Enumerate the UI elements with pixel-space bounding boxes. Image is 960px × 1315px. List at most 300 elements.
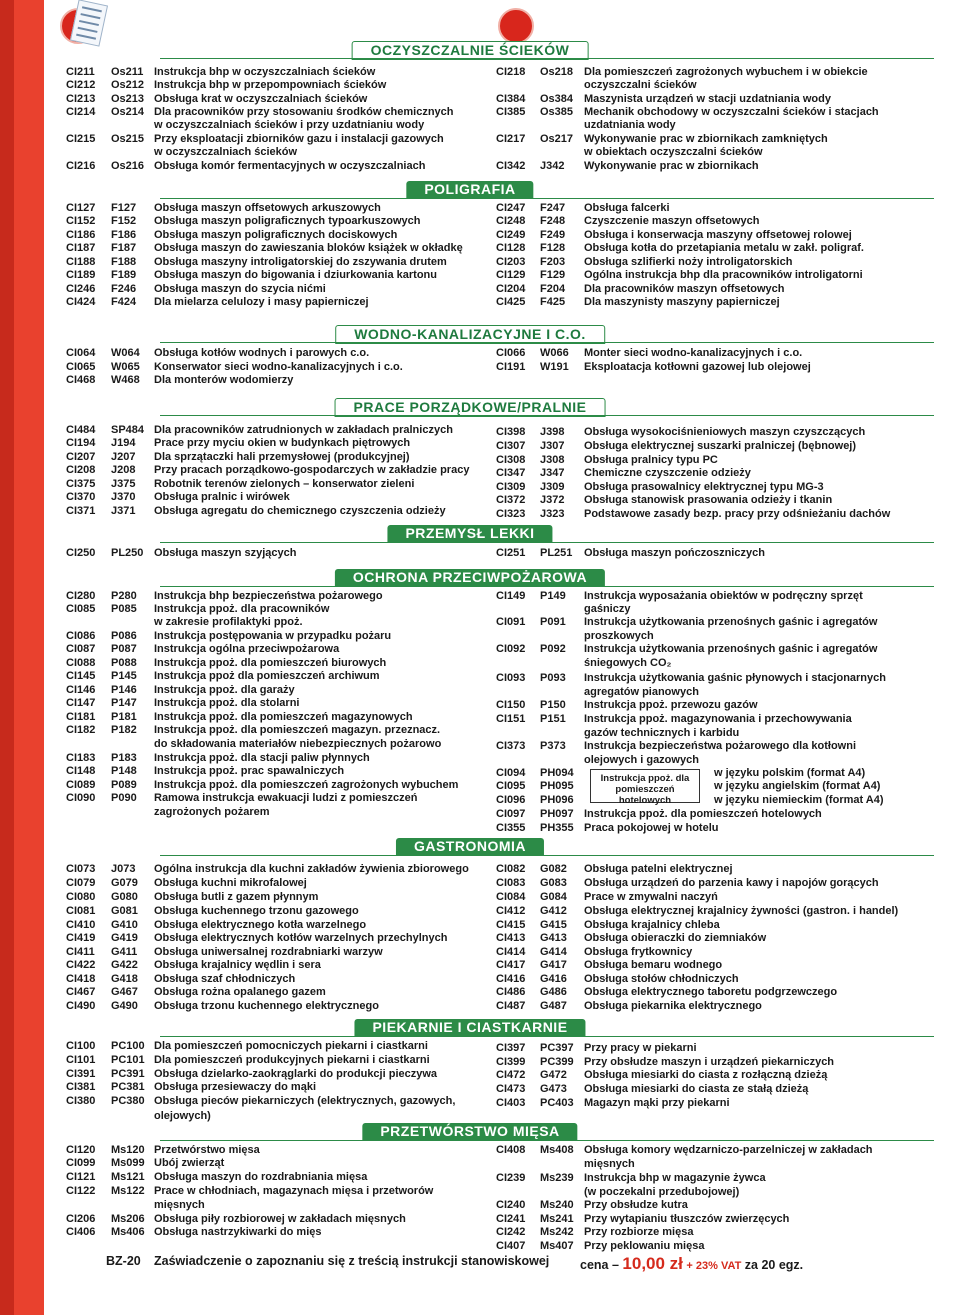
product-code: F128 [540,242,566,254]
product-code: PL250 [111,547,144,559]
product-code: W064 [111,347,140,359]
catalog-code: CI308 [496,454,526,466]
instruction-title: Prace w zmywalni naczyń [584,891,718,903]
catalog-code: CI212 [66,79,96,91]
footer-price [580,1254,803,1274]
product-code: PC100 [111,1040,145,1052]
instruction-title: Praca pokojowej w hotelu [584,822,719,834]
section-divider [160,1036,934,1037]
product-code: Os213 [111,93,145,105]
product-code: PC397 [540,1042,574,1054]
instruction-title: Podstawowe zasady bezp. pracy przy odśnieżaniu dachów [584,508,891,520]
product-code: G490 [111,1000,138,1012]
instruction-title: oczyszczalni ścieków [584,79,697,91]
certificate-logo-left [58,2,106,46]
catalog-code: CI079 [66,877,96,889]
product-code: PH097 [540,808,574,820]
product-code: J398 [540,426,565,438]
instruction-title: Obsługa kotła do przetapiania metalu w zakł. poligraf. [584,242,864,254]
product-code: P093 [540,672,566,684]
product-code: G467 [111,986,138,998]
product-code: G419 [111,932,138,944]
instruction-title: (w poczekalni przedubojowej) [584,1186,740,1198]
catalog-code: CI381 [66,1081,96,1093]
product-code: F425 [540,296,566,308]
catalog-code: CI073 [66,863,96,875]
instruction-title: Obsługa przesiewaczy do mąki [154,1081,317,1093]
catalog-code: CI128 [496,242,526,254]
catalog-code: CI082 [496,863,526,875]
instruction-title: Instrukcja bhp w magazynie żywca [584,1172,766,1184]
catalog-code: CI249 [496,229,526,241]
product-code: Os215 [111,133,145,145]
catalog-code: CI370 [66,491,96,503]
catalog-code: CI217 [496,133,526,145]
product-code: G410 [111,919,138,931]
seal-icon [498,8,534,44]
product-code: F247 [540,202,566,214]
instruction-title: Obsługa frytkownicy [584,946,693,958]
catalog-code: CI088 [66,657,96,669]
instruction-title: agregatów pianowych [584,686,699,698]
product-code: P182 [111,724,137,736]
instruction-title: Dla monterów wodomierzy [154,374,294,386]
product-code: W066 [540,347,569,359]
product-code: J207 [111,451,136,463]
instruction-title: Obsługa i konserwacja maszyny offsetowej rolowej [584,229,852,241]
instruction-title: Obsługa obieraczki do ziemniaków [584,932,767,944]
instruction-title: Obsługa wysokociśnieniowych maszyn czyszczących [584,426,866,438]
product-code: G417 [540,959,567,971]
catalog-code: CI242 [496,1226,526,1238]
catalog-code: CI182 [66,724,96,736]
product-code: W065 [111,361,140,373]
instruction-title: Instrukcja ppoż. dla pomieszczeń biurowych [154,657,387,669]
instruction-title: Obsługa miesiarki do ciasta ze stałą dzieżą [584,1083,809,1095]
price-value: 10,00 zł [622,1254,683,1273]
instruction-title: Obsługa butli z gazem płynnym [154,891,319,903]
section-divider [160,1140,934,1141]
instruction-title: Obsługa pralnicy typu PC [584,454,718,466]
product-code: P091 [540,616,566,628]
catalog-code: CI385 [496,106,526,118]
catalog-code: CI240 [496,1199,526,1211]
instruction-title: Obsługa elektrycznych kotłów warzelnych przechylnych [154,932,448,944]
product-code: J073 [111,863,136,875]
instruction-title: Dla pomieszczeń produkcyjnych piekarni i ciastkarni [154,1054,430,1066]
catalog-code: CI092 [496,643,526,655]
product-code: G473 [540,1083,567,1095]
instruction-title: Obsługa stanowisk prasowania odzieży i tkanin [584,494,833,506]
catalog-code: CI425 [496,296,526,308]
catalog-code: CI415 [496,919,526,931]
instruction-title: w języku angielskim (format A4) [714,780,881,792]
instruction-title: Instrukcja użytkowania przenośnych gaśnic i agregatów [584,616,878,628]
product-code: J208 [111,464,136,476]
document-icon [70,0,108,47]
instruction-title: Obsługa maszyn pończoszniczych [584,547,765,559]
product-code: G415 [540,919,567,931]
instruction-title: Instrukcja ppoż. dla stacji paliw płynnych [154,752,370,764]
catalog-code: CI403 [496,1097,526,1109]
catalog-code: CI148 [66,765,96,777]
section-header-mieso: PRZETWÓRSTWO MIĘSA [362,1123,577,1140]
catalog-code: CI372 [496,494,526,506]
instruction-title: Instrukcja ppoż dla pomieszczeń archiwum [154,670,380,682]
catalog-code: CI085 [66,603,96,615]
section-divider [160,855,934,856]
product-code: PH095 [540,780,574,792]
catalog-code: CI186 [66,229,96,241]
catalog-code: CI146 [66,684,96,696]
instruction-title: Obsługa elektrycznej suszarki pralniczej (bębnowej) [584,440,857,452]
catalog-code: CI251 [496,547,526,559]
instruction-title: Instrukcja postępowania w przypadku pożaru [154,630,392,642]
product-code: G411 [111,946,138,958]
catalog-code: CI418 [66,973,96,985]
section-header-piek: PIEKARNIE I CIASTKARNIE [354,1019,585,1036]
product-code: PC399 [540,1056,574,1068]
price-vat: + 23% VAT [686,1260,742,1272]
instruction-title: w języku niemieckim (format A4) [714,794,884,806]
instruction-title: Obsługa piły rozbiorowej w zakładach mięsnych [154,1213,406,1225]
product-code: PH094 [540,767,574,779]
instruction-title: Prace w chłodniach, magazynach mięsa i przetworów [154,1185,434,1197]
product-code: G487 [540,1000,567,1012]
instruction-title: Chemiczne czyszczenie odzieży [584,467,751,479]
instruction-title: Instrukcja wyposażania obiektów w podręczny sprzęt [584,590,863,602]
instruction-title: Obsługa elektrycznego taboretu podgrzewczego [584,986,838,998]
instruction-title: Obsługa maszyn do bigowania i dziurkowania kartonu [154,269,437,281]
catalog-code: CI129 [496,269,526,281]
instruction-title: olejowych) [154,1110,211,1122]
product-code: P150 [540,699,566,711]
catalog-code: CI342 [496,160,526,172]
product-code: Ms120 [111,1144,145,1156]
product-code: G486 [540,986,567,998]
instruction-title: Instrukcja ppoż. dla pomieszczeń magazynowych [154,711,413,723]
product-code: PL251 [540,547,573,559]
instruction-title: Obsługa dzielarko-zaokrąglarki do produkcji pieczywa [154,1068,438,1080]
catalog-code: CI307 [496,440,526,452]
product-code: G079 [111,877,138,889]
section-header-gastro: GASTRONOMIA [396,838,544,855]
instruction-title: Przetwórstwo mięsa [154,1144,260,1156]
instruction-title: Dla maszynisty maszyny papierniczej [584,296,780,308]
instruction-title: Maszynista urządzeń w stacji uzdatniania wody [584,93,831,105]
product-code: P148 [111,765,137,777]
product-code: Ms206 [111,1213,145,1225]
product-code: P085 [111,603,137,615]
product-code: PH355 [540,822,574,834]
catalog-code: CI473 [496,1083,526,1095]
footer-code: BZ-20 [106,1254,141,1268]
catalog-code: CI087 [66,643,96,655]
instruction-title: Instrukcja ppoż. dla pomieszczeń magazyn. przeznacz. [154,724,441,736]
catalog-code: CI208 [66,464,96,476]
product-code: Ms242 [540,1226,574,1238]
instruction-title: Obsługa miesiarki do ciasta z rozłączną dzieżą [584,1069,828,1081]
catalog-code: CI216 [66,160,96,172]
instruction-title: Wykonywanie prac w zbiornikach [584,160,759,172]
section-divider [160,342,934,343]
section-header-poligrafia: POLIGRAFIA [406,181,533,198]
instruction-title: Mechanik obchodowy w oczyszczalni ścieków i stacjach [584,106,879,118]
instruction-title: Obsługa kuchennego trzonu gazowego [154,905,359,917]
catalog-code: CI411 [66,946,95,958]
product-code: Ms408 [540,1144,574,1156]
footer-text: Zaświadczenie o zapoznaniu się z treścią instrukcji stanowiskowej [154,1254,550,1268]
product-code: G418 [111,973,138,985]
product-code: J371 [111,505,136,517]
catalog-code: CI152 [66,215,96,227]
catalog-code: CI424 [66,296,96,308]
product-code: F188 [111,256,137,268]
catalog-code: CI408 [496,1144,526,1156]
instruction-title: Dla mielarza celulozy i masy papierniczej [154,296,369,308]
catalog-code: CI096 [496,794,526,806]
product-code: P280 [111,590,137,602]
catalog-code: CI099 [66,1157,96,1169]
section-divider [160,415,934,416]
instruction-title: w obiektach oczyszczalni ścieków [584,146,763,158]
catalog-code: CI189 [66,269,96,281]
product-code: J375 [111,478,136,490]
instruction-title: Obsługa komory wędzarniczo-parzelniczej w zakładach [584,1144,873,1156]
product-code: P089 [111,779,137,791]
catalog-code: CI093 [496,672,526,684]
product-code: G083 [540,877,567,889]
product-code: F424 [111,296,137,308]
instruction-title: gaśniczy [584,603,631,615]
product-code: J342 [540,160,565,172]
product-code: F189 [111,269,137,281]
catalog-code: CI091 [496,616,526,628]
product-code: G472 [540,1069,567,1081]
instruction-title: Obsługa uniwersalnej rozdrabniarki warzyw [154,946,383,958]
instruction-title: Robotnik terenów zielonych – konserwator zieleni [154,478,415,490]
instruction-title: Obsługa piekarnika elektrycznego [584,1000,762,1012]
product-code: Os212 [111,79,145,91]
instruction-title: Instrukcja ppoż. magazynowania i przechowywania [584,713,852,725]
price-prefix: cena – [580,1258,619,1272]
product-code: W191 [540,361,569,373]
instruction-title: Obsługa maszyn do szycia nićmi [154,283,326,295]
product-code: Ms241 [540,1213,574,1225]
catalog-code: CI151 [496,713,526,725]
price-suffix: za 20 egz. [744,1258,804,1272]
product-code: F187 [111,242,137,254]
product-code: J347 [540,467,565,479]
product-code: G413 [540,932,567,944]
instruction-title: Ramowa instrukcja ewakuacji ludzi z pomieszczeń [154,792,418,804]
instruction-title: Instrukcja użytkowania gaśnic płynowych i stacjonarnych [584,672,886,684]
product-code: P373 [540,740,566,752]
instruction-title: Przy peklowaniu mięsa [584,1240,705,1252]
instruction-title: uzdatniania wody [584,119,676,131]
instruction-title: Obsługa pieców piekarniczych (elektrycznych, gazowych, [154,1095,456,1107]
catalog-code: CI422 [66,959,96,971]
product-code: G414 [540,946,567,958]
instruction-title: Obsługa maszyn poligraficznych dociskowych [154,229,398,241]
product-code: G416 [540,973,567,985]
product-code: P088 [111,657,137,669]
instruction-title: Przy pracy w piekarni [584,1042,697,1054]
product-code: P090 [111,792,137,804]
product-code: PH096 [540,794,574,806]
product-code: Os217 [540,133,574,145]
instruction-title: Instrukcja bezpieczeństwa pożarowego dla kotłowni [584,740,856,752]
product-code: Ms406 [111,1226,145,1238]
product-code: F129 [540,269,566,281]
instruction-title: Obsługa krajalnicy wędlin i sera [154,959,321,971]
catalog-code: CI120 [66,1144,96,1156]
catalog-code: CI094 [496,767,526,779]
catalog-code: CI468 [66,374,96,386]
instruction-title: Instrukcja ppoż. dla stolarni [154,697,300,709]
catalog-code: CI250 [66,547,96,559]
product-code: Os216 [111,160,145,172]
instruction-title: Przy obsłudze kutra [584,1199,688,1211]
catalog-code: CI090 [66,792,96,804]
product-code: J309 [540,481,565,493]
section-header-lekki: PRZEMYSŁ LEKKI [387,525,552,542]
section-header-porzad: PRACE PORZĄDKOWE/PRALNIE [335,398,606,417]
product-code: Ms239 [540,1172,574,1184]
catalog-code: CI218 [496,66,526,78]
catalog-code: CI214 [66,106,96,118]
product-code: P151 [540,713,566,725]
section-divider [160,542,934,543]
catalog-code: CI380 [66,1095,96,1107]
product-code: J307 [540,440,565,452]
instruction-title: Instrukcja ppoż. dla pomieszczeń zagrożonych wybuchem [154,779,459,791]
instruction-title: śniegowych CO₂ [584,657,672,669]
instruction-title: Obsługa maszyn offsetowych arkuszowych [154,202,381,214]
product-code: Os384 [540,93,574,105]
instruction-title: Przy eksploatacji zbiorników gazu i instalacji gazowych [154,133,444,145]
instruction-title: Obsługa krat w oczyszczalniach ścieków [154,93,368,105]
catalog-code: CI101 [66,1054,96,1066]
instruction-title: Obsługa nastrzykiwarki do mięs [154,1226,322,1238]
catalog-code: CI413 [496,932,526,944]
catalog-code: CI347 [496,467,526,479]
instruction-title: Obsługa urządzeń do parzenia kawy i napojów gorących [584,877,879,889]
instruction-title: Instrukcja bhp w przepompowniach ścieków [154,79,387,91]
catalog-code: CI309 [496,481,526,493]
left-red-stripe [0,0,14,1315]
catalog-code: CI241 [496,1213,526,1225]
catalog-code: CI211 [66,66,95,78]
catalog-code: CI371 [66,505,96,517]
catalog-code: CI149 [496,590,526,602]
instruction-title: w języku polskim (format A4) [714,767,866,779]
instruction-title: Obsługa rożna opalanego gazem [154,986,326,998]
instruction-title: Dla pomieszczeń pomocniczych piekarni i ciastkarni [154,1040,428,1052]
instruction-title: Instrukcja ogólna przeciwpożarowa [154,643,340,655]
instruction-title: gazów technicznych i karbidu [584,727,740,739]
product-code: Ms099 [111,1157,145,1169]
instruction-title: Magazyn mąki przy piekarni [584,1097,730,1109]
catalog-code: CI487 [496,1000,526,1012]
catalog-code: CI399 [496,1056,526,1068]
instruction-title: Obsługa elektrycznej krajalnicy żywności (gastron. i handel) [584,905,899,917]
product-code: PC403 [540,1097,574,1109]
instruction-title: Przy pracach porządkowo-gospodarczych w zakładzie pracy [154,464,470,476]
product-code: SP484 [111,424,145,436]
instruction-title: Instrukcja ppoż. dla pracowników [154,603,330,615]
instruction-title: Instrukcja ppoż. przewozu gazów [584,699,758,711]
product-code: Os218 [540,66,574,78]
instruction-title: Instrukcja użytkowania przenośnych gaśnic i agregatów [584,643,878,655]
instruction-title: Obsługa maszyn do zawieszania bloków książek w okładkę [154,242,463,254]
instruction-title: mięsnych [584,1158,635,1170]
catalog-code: CI187 [66,242,96,254]
instruction-title: w oczyszczalniach ścieków [154,146,298,158]
product-code: Os211 [111,66,144,78]
product-code: P181 [111,711,137,723]
product-code: J372 [540,494,565,506]
catalog-code: CI064 [66,347,96,359]
catalog-code: CI204 [496,283,526,295]
product-code: F152 [111,215,137,227]
catalog-code: CI397 [496,1042,526,1054]
instruction-title: Obsługa prasowalnicy elektrycznej typu MG-3 [584,481,824,493]
product-code: PC391 [111,1068,145,1080]
product-code: Ms240 [540,1199,574,1211]
instruction-title: Czyszczenie maszyn offsetowych [584,215,760,227]
catalog-code: CI246 [66,283,96,295]
product-code: Ms407 [540,1240,574,1252]
product-code: Ms122 [111,1185,145,1197]
section-divider [160,198,934,199]
instruction-title: Ogólna instrukcja bhp dla pracowników introligatorni [584,269,863,281]
section-header-wodkan: WODNO-KANALIZACYJNE I C.O. [335,325,605,344]
catalog-code: CI472 [496,1069,526,1081]
product-code: F127 [111,202,137,214]
instruction-title: Obsługa szlifierki noży introligatorskich [584,256,793,268]
instruction-title: Obsługa kotłów wodnych i parowych c.o. [154,347,370,359]
instruction-title: Obsługa stołów chłodniczych [584,973,739,985]
catalog-code: CI215 [66,133,96,145]
instruction-title: Instrukcja ppoż. dla garaży [154,684,295,696]
instruction-title: Ubój zwierząt [154,1157,225,1169]
product-code: P149 [540,590,566,602]
catalog-code: CI391 [66,1068,96,1080]
catalog-code: CI097 [496,808,526,820]
instruction-title: Obsługa krajalnicy chleba [584,919,720,931]
instruction-title: Dla pomieszczeń zagrożonych wybuchem i w obiekcie [584,66,868,78]
product-code: W468 [111,374,140,386]
catalog-code: CI467 [66,986,96,998]
product-code: P087 [111,643,137,655]
catalog-code: CI191 [496,361,526,373]
catalog-code: CI407 [496,1240,526,1252]
catalog-code: CI095 [496,780,526,792]
catalog-code: CI145 [66,670,96,682]
instruction-title: Prace przy myciu okien w budynkach piętrowych [154,437,411,449]
catalog-code: CI484 [66,424,96,436]
instruction-title: Przy obsłudze maszyn i urządzeń piekarniczych [584,1056,835,1068]
instruction-title: Obsługa maszyn do rozdrabniania mięsa [154,1171,368,1183]
product-code: P092 [540,643,566,655]
catalog-code: CI066 [496,347,526,359]
catalog-code: CI183 [66,752,96,764]
catalog-code: CI188 [66,256,96,268]
instruction-title: Obsługa trzonu kuchennego elektrycznego [154,1000,379,1012]
instruction-title: Ogólna instrukcja dla kuchni zakładów żywienia zbiorowego [154,863,469,875]
product-code: PC381 [111,1081,145,1093]
